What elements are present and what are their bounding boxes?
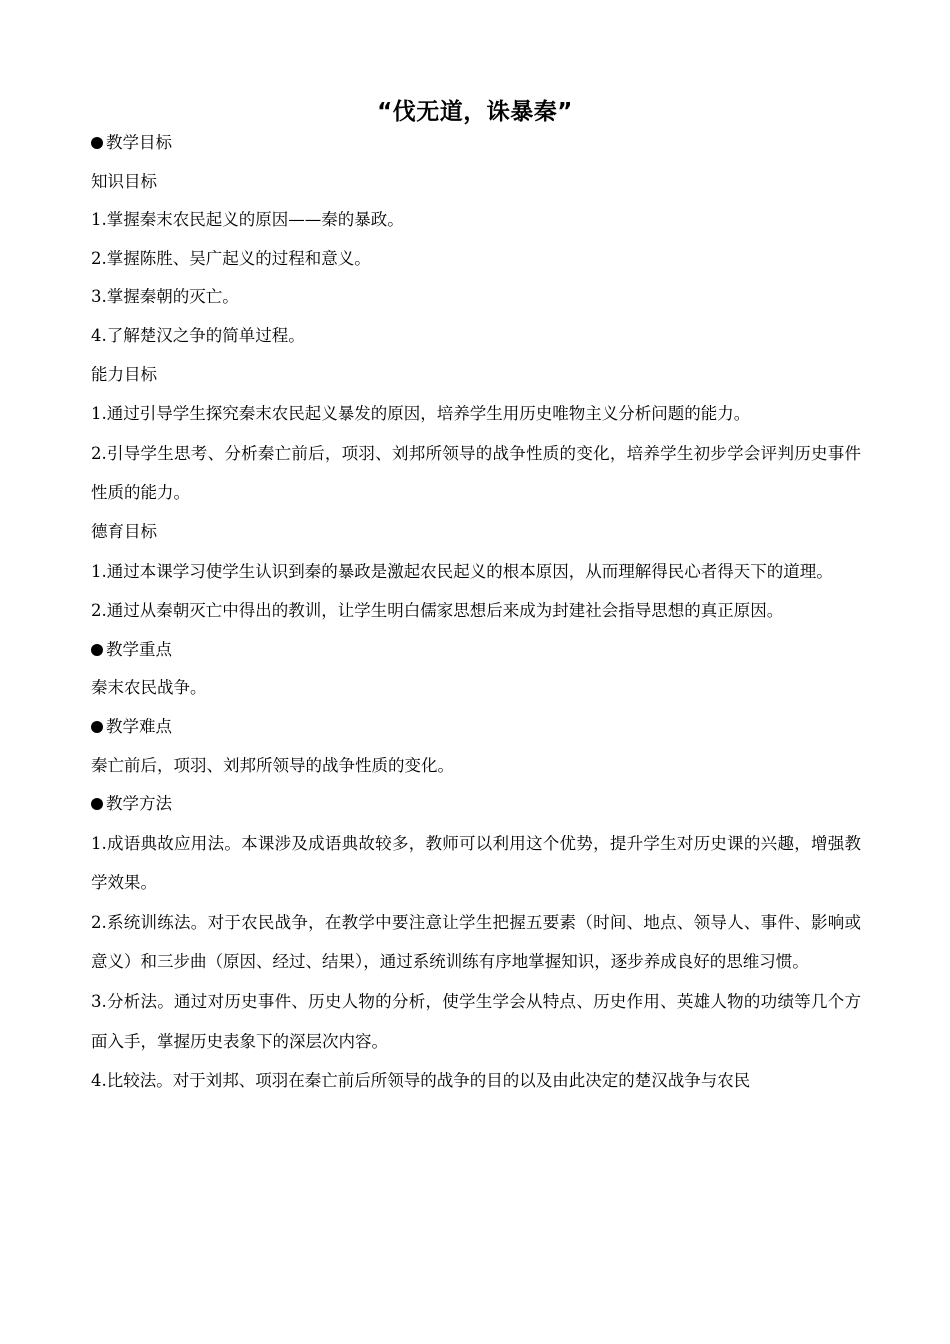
document-body bbox=[91, 124, 861, 1101]
method-item: 2.系统训练法。对于农民战争，在教学中要注意让学生把握五要素（时间、地点、领导人、事件、影响或意义）和三步曲（原因、经过、结果），通过系统训练有序地掌握知识，逐步养成良好的思维习惯。 bbox=[91, 912, 861, 972]
moral-item: 1.通过本课学习使学生认识到秦的暴政是激起农民起义的根本原因，从而理解得民心者得天下的道理。 bbox=[91, 561, 833, 581]
bullet-icon bbox=[91, 644, 103, 656]
bullet-icon bbox=[91, 798, 103, 810]
section-heading-method: 教学方法 bbox=[91, 785, 861, 824]
section-heading-key: 教学重点 bbox=[91, 631, 861, 670]
ability-item: 1.通过引导学生探究秦末农民起义暴发的原因，培养学生用历史唯物主义分析问题的能力。 bbox=[91, 404, 751, 424]
moral-item: 2.通过从秦朝灭亡中得出的教训，让学生明白儒家思想后来成为封建社会指导思想的真正原因。 bbox=[91, 601, 784, 621]
section-heading-goals: 教学目标 bbox=[91, 124, 861, 163]
knowledge-item: 1.掌握秦末农民起义的原因——秦的暴政。 bbox=[91, 210, 404, 230]
difficulty-text: 秦亡前后，项羽、刘邦所领导的战争性质的变化。 bbox=[91, 755, 454, 775]
subheading-knowledge: 知识目标 bbox=[91, 171, 157, 191]
method-item: 1.成语典故应用法。本课涉及成语典故较多，教师可以利用这个优势，提升学生对历史课的兴趣，增强教学效果。 bbox=[91, 833, 861, 893]
bullet-icon bbox=[91, 721, 103, 733]
section-heading-difficulty: 教学难点 bbox=[91, 708, 861, 747]
method-item: 4.比较法。对于刘邦、项羽在秦亡前后所领导的战争的目的以及由此决定的楚汉战争与农民 bbox=[91, 1071, 751, 1091]
bullet-icon bbox=[91, 137, 103, 149]
key-text: 秦末农民战争。 bbox=[91, 678, 207, 698]
method-item: 3.分析法。通过对历史事件、历史人物的分析，使学生学会从特点、历史作用、英雄人物的功绩等几个方面入手，掌握历史表象下的深层次内容。 bbox=[91, 992, 861, 1051]
knowledge-item: 4.了解楚汉之争的简单过程。 bbox=[91, 325, 305, 345]
ability-item: 2.引导学生思考、分析秦亡前后，项羽、刘邦所领导的战争性质的变化，培养学生初步学会评判历史事件性质的能力。 bbox=[91, 443, 861, 503]
subheading-moral: 德育目标 bbox=[91, 521, 157, 541]
knowledge-item: 2.掌握陈胜、吴广起义的过程和意义。 bbox=[91, 248, 371, 268]
document-title: “伐无道，诛暴秦” bbox=[377, 99, 573, 125]
subheading-ability: 能力目标 bbox=[91, 364, 157, 384]
knowledge-item: 3.掌握秦朝的灭亡。 bbox=[91, 287, 239, 307]
